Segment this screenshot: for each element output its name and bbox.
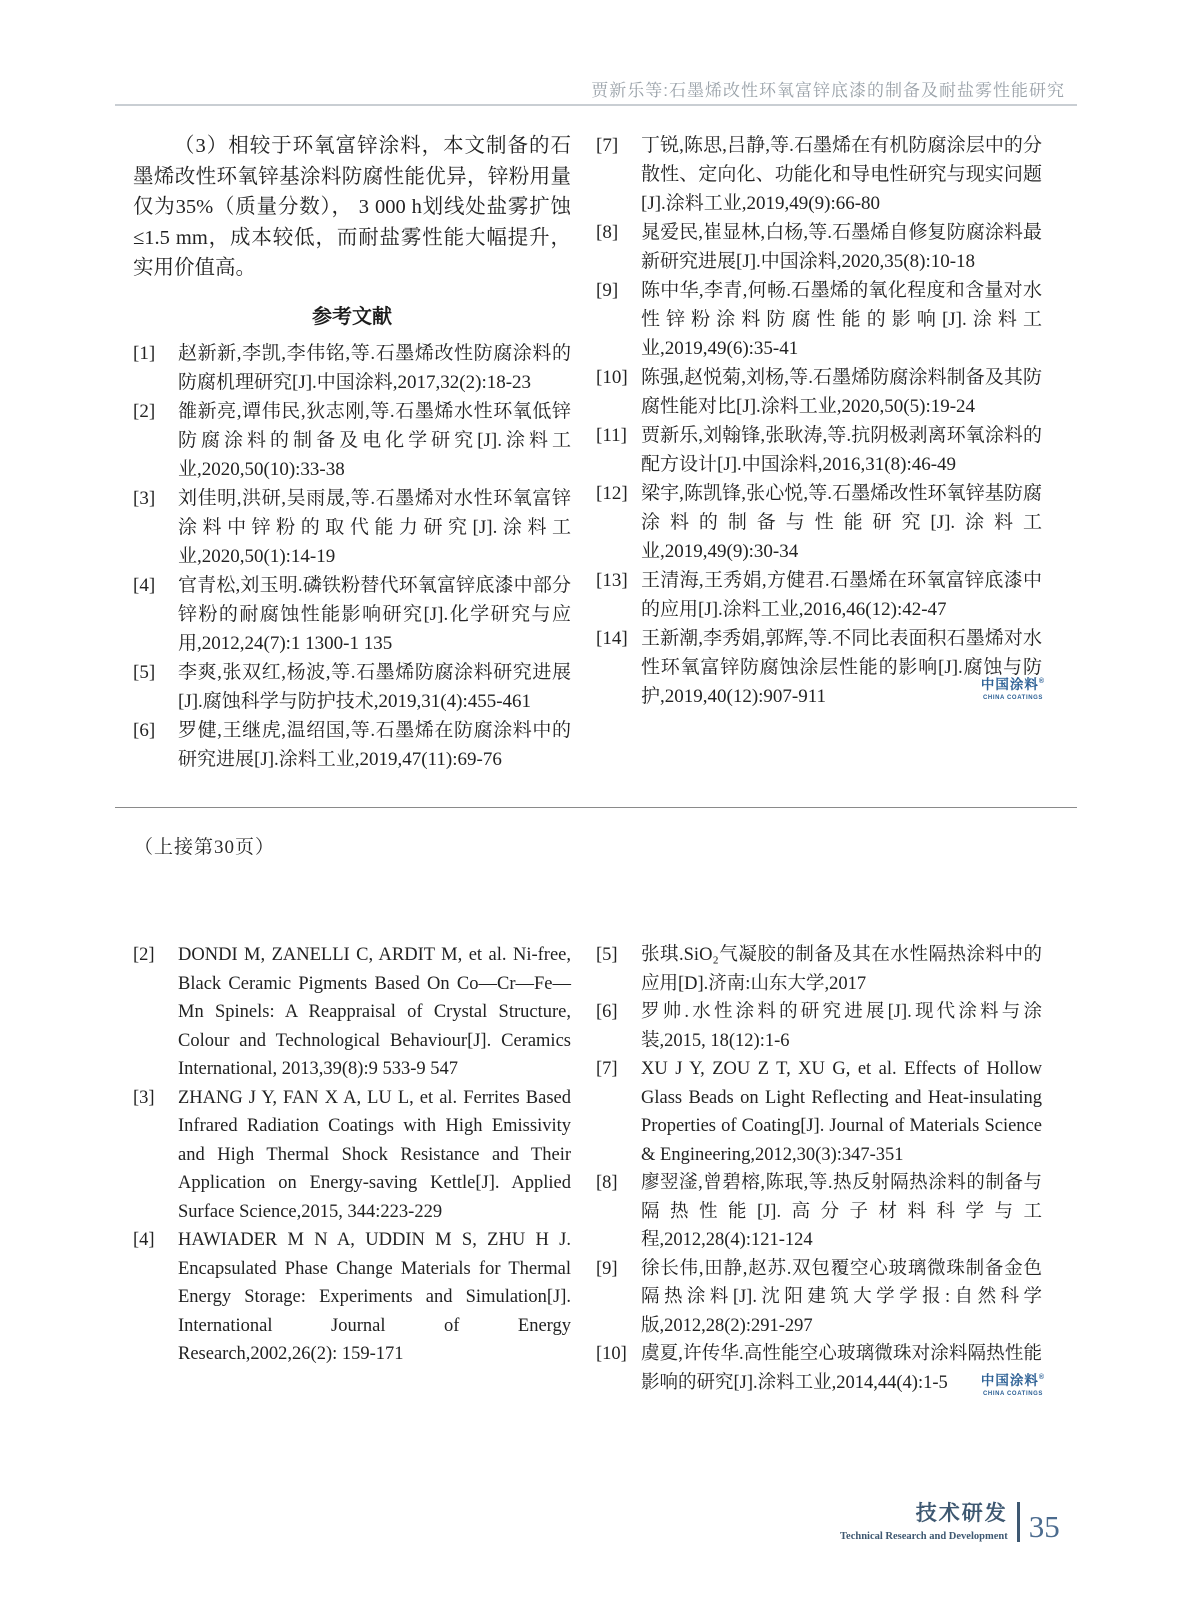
reference-item [596, 1255, 1042, 1341]
reference-item [596, 1340, 1042, 1397]
reference-text: 陈中华,李青,何畅.石墨烯的氧化程度和含量对水性锌粉涂料防腐性能的影响[J].涂料工业,2019,49(6):35-41 [641, 280, 1042, 359]
reference-text: 罗健,王继虎,温绍国,等.石墨烯在防腐涂料中的研究进展[J].涂料工业,2019,47(11):69-76 [178, 719, 571, 770]
reference-text: 王清海,王秀娟,方健君.石墨烯在环氧富锌底漆中的应用[J].涂料工业,2016,46(12):42-47 [641, 570, 1042, 620]
section-divider-rule [115, 807, 1077, 808]
reference-item [596, 421, 1042, 479]
reference-number: [7] [596, 135, 619, 156]
reference-number: [13] [596, 570, 628, 591]
reference-item [596, 941, 1042, 998]
reference-number: [8] [596, 1173, 618, 1193]
footer-label-cn: 技术研发 [915, 1502, 1008, 1525]
continuation-note: （上接第30页） [134, 837, 276, 858]
footer-divider-bar [1017, 1502, 1020, 1542]
reference-number: [5] [133, 661, 156, 683]
reference-item [133, 397, 571, 484]
reference-text: 罗帅.水性涂料的研究进展[J].现代涂料与涂装,2015, 18(12):1-6 [641, 1002, 1042, 1051]
china-coatings-logo-cn: 中国涂料® [980, 1373, 1046, 1388]
reference-item [133, 941, 571, 1084]
reference-text: 丁锐,陈思,吕静,等.石墨烯在有机防腐涂层中的分散性、定向化、功能化和导电性研究与现实问题[J].涂料工业,2019,49(9):66-80 [641, 135, 1042, 214]
reference-text: 李爽,张双红,杨波,等.石墨烯防腐涂料研究进展[J].腐蚀科学与防护技术,2019,31(4):455-461 [178, 661, 571, 712]
reference-text: 官青松,刘玉明.磷铁粉替代环氧富锌底漆中部分锌粉的耐腐蚀性能影响研究[J].化学研究与应用,2012,24(7):1 1300-1 135 [178, 574, 571, 654]
reference-number: [14] [596, 628, 628, 649]
reference-text: HAWIADER M N A, UDDIN M S, ZHU H J. Encapsulated Phase Change Materials for Thermal Energy Storage: Experiments and Simulation[J]. International Journal of Energy Research,2002,26(2): 159-171 [178, 1230, 571, 1364]
reference-list [133, 339, 571, 774]
reference-text: XU J Y, ZOU Z T, XU G, et al. Effects of Hollow Glass Beads on Light Reflecting and Heat-insulating Properties of Coating[J]. Journal of Materials Science & Engineering,2012,30(3):347-351 [641, 1059, 1042, 1165]
reference-item [596, 276, 1042, 363]
china-coatings-logo-cn: 中国涂料® [980, 677, 1046, 692]
reference-text: 晁爱民,崔显林,白杨,等.石墨烯自修复防腐涂料最新研究进展[J].中国涂料,2020,35(8):10-18 [641, 222, 1042, 272]
reference-text: 廖翌滏,曾碧榕,陈珉,等.热反射隔热涂料的制备与隔热性能[J].高分子材料科学与工程,2012,28(4):121-124 [641, 1173, 1042, 1250]
reference-item [133, 1226, 571, 1369]
page-footer [840, 1497, 1060, 1542]
reference-text: DONDI M, ZANELLI C, ARDIT M, et al. Ni-free, Black Ceramic Pigments Based On Co—Cr—Fe—Mn Spinels: A Reappraisal of Crystal Structure, Colour and Technological Behaviour[J]. Ceramics International, 2013,39(8):9 533-9 547 [178, 945, 571, 1079]
reference-item [133, 658, 571, 716]
reference-number: [9] [596, 280, 619, 301]
reference-text: 赵新新,李凯,李伟铭,等.石墨烯改性防腐涂料的防腐机理研究[J].中国涂料,2017,32(2):18-23 [178, 342, 571, 393]
section1-right-column [596, 131, 1042, 711]
reference-text: 梁宇,陈凯锋,张心悦,等.石墨烯改性环氧锌基防腐涂料的制备与性能研究[J].涂料工业,2019,49(9):30-34 [641, 483, 1042, 562]
conclusion-paragraph: （3）相较于环氧富锌涂料，本文制备的石墨烯改性环氧锌基涂料防腐性能优异，锌粉用量仅为35%（质量分数）， 3 000 h划线处盐雾扩蚀≤1.5 mm，成本较低，而耐盐雾性能大幅提升，实用价值高。 [133, 135, 571, 279]
trademark-icon: ® [1038, 1374, 1046, 1381]
reference-text: 雒新亮,谭伟民,狄志刚,等.石墨烯水性环氧低锌防腐涂料的制备及电化学研究[J].涂料工业,2020,50(10):33-38 [178, 400, 571, 480]
reference-item [133, 1084, 571, 1227]
reference-item [596, 218, 1042, 276]
reference-number: [2] [133, 400, 156, 422]
footer-section-label [840, 1497, 1008, 1542]
reference-number: [10] [596, 367, 628, 388]
reference-text: 贾新乐,刘翰锋,张耿涛,等.抗阴极剥离环氧涂料的配方设计[J].中国涂料,2016,31(8):46-49 [641, 425, 1042, 475]
reference-number: [8] [596, 222, 619, 243]
china-coatings-logo-en: CHINA COATINGS [982, 694, 1044, 701]
china-coatings-logo [978, 678, 1048, 701]
section2-left-column [133, 941, 571, 1369]
reference-number: [6] [596, 1002, 618, 1022]
reference-number: [12] [596, 483, 628, 504]
reference-number: [10] [596, 1344, 627, 1364]
section2-right-column [596, 941, 1042, 1397]
reference-number: [5] [596, 945, 618, 965]
reference-number: [3] [133, 487, 156, 509]
reference-item [596, 566, 1042, 624]
footer-label-en: Technical Research and Development [840, 1531, 1008, 1542]
references-heading: 参考文献 [312, 305, 392, 328]
reference-text: 陈强,赵悦菊,刘杨,等.石墨烯防腐涂料制备及其防腐性能对比[J].涂料工业,2020,50(5):19-24 [641, 367, 1042, 417]
reference-text: ZHANG J Y, FAN X A, LU L, et al. Ferrites Based Infrared Radiation Coatings with High Emissivity and High Thermal Shock Resistance and Their Application on Energy-saving Kettle[J]. Applied Surface Science,2015, 344:223-229 [178, 1087, 571, 1222]
reference-item [133, 571, 571, 658]
page-number: 35 [1028, 1508, 1060, 1544]
reference-item [133, 716, 571, 774]
running-head-title: 贾新乐等:石墨烯改性环氧富锌底漆的制备及耐盐雾性能研究 [591, 81, 1065, 100]
reference-number: [9] [596, 1258, 618, 1279]
reference-text: 虞夏,许传华.高性能空心玻璃微珠对涂料隔热性能影响的研究[J].涂料工业,2014,44(4):1-5 [641, 1344, 1042, 1393]
reference-item [133, 339, 571, 397]
reference-number: [2] [133, 945, 155, 965]
reference-item [596, 1169, 1042, 1255]
reference-item [596, 624, 1042, 711]
reference-item [596, 998, 1042, 1055]
china-coatings-logo [978, 1374, 1048, 1397]
reference-item [596, 1055, 1042, 1169]
reference-list [596, 131, 1042, 711]
section1-left-column [133, 131, 571, 774]
reference-text: 王新潮,李秀娟,郭辉,等.不同比表面积石墨烯对水性环氧富锌防腐蚀涂层性能的影响[J].腐蚀与防护,2019,40(12):907-911 [641, 628, 1042, 707]
reference-item [133, 484, 571, 571]
reference-number: [3] [133, 1087, 155, 1108]
reference-item [596, 363, 1042, 421]
reference-item [596, 131, 1042, 218]
reference-item [596, 479, 1042, 566]
china-coatings-logo-en: CHINA COATINGS [982, 1390, 1044, 1397]
reference-text: 刘佳明,洪研,吴雨晟,等.石墨烯对水性环氧富锌涂料中锌粉的取代能力研究[J].涂料工业,2020,50(1):14-19 [178, 487, 571, 567]
reference-number: [4] [133, 574, 156, 596]
reference-number: [4] [133, 1230, 155, 1250]
header-rule [115, 104, 1077, 106]
reference-text: 徐长伟,田静,赵苏.双包覆空心玻璃微珠制备金色隔热涂料[J].沈阳建筑大学学报:自然科学版,2012,28(2):291-297 [641, 1258, 1042, 1336]
reference-number: [1] [133, 342, 156, 364]
reference-text: 张琪.SiO₂气凝胶的制备及其在水性隔热涂料中的应用[D].济南:山东大学,2017 [641, 945, 1042, 994]
reference-number: [7] [596, 1059, 618, 1079]
reference-number: [11] [596, 425, 627, 446]
reference-number: [6] [133, 719, 156, 741]
trademark-icon: ® [1038, 678, 1046, 685]
